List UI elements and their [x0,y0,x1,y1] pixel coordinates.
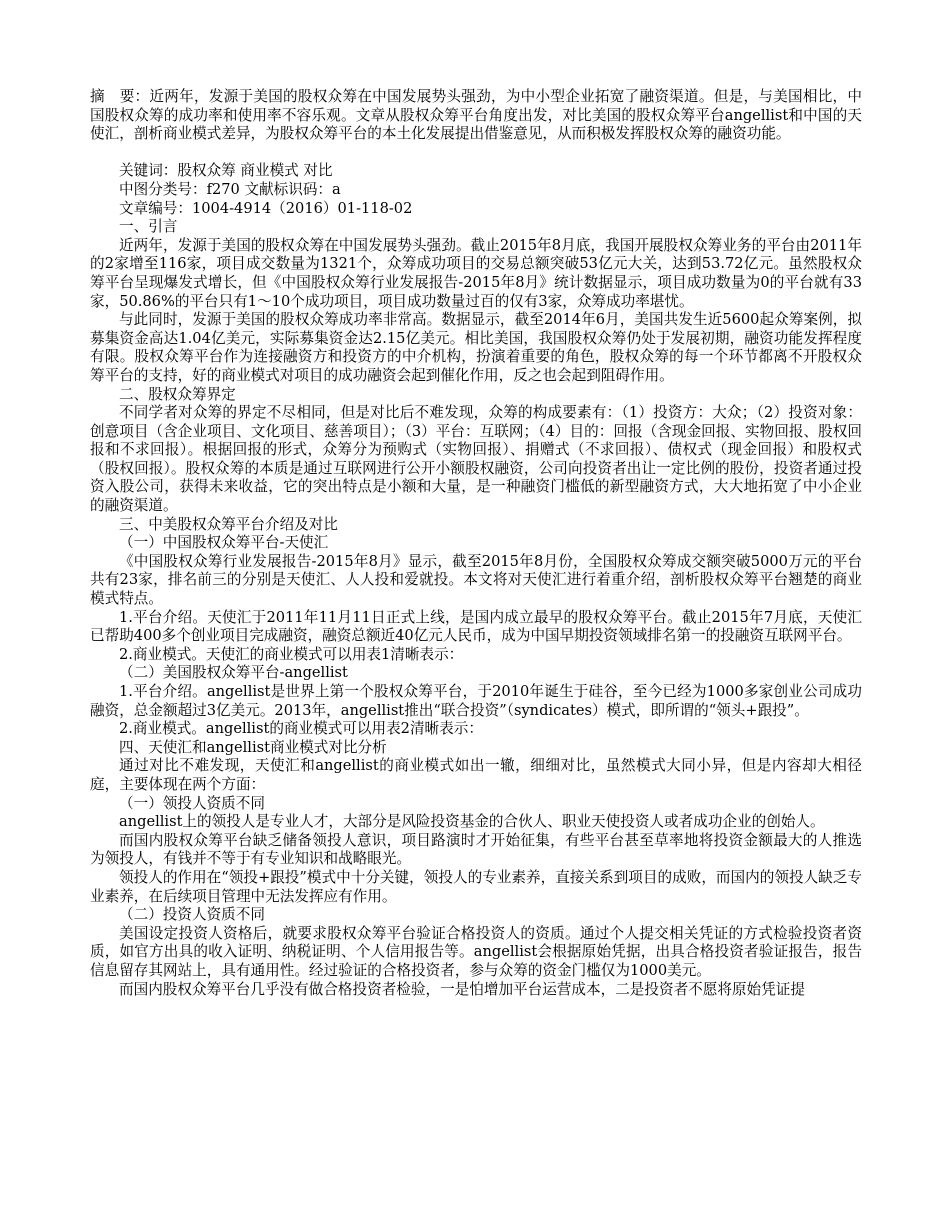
article-number: 文章编号：1004-4914（2016）01-118-02 [119,199,413,217]
classification-number: 中图分类号：f270 文献标识码：a [119,180,341,198]
subsection-heading: （二）投资人资质不同 [119,906,265,924]
subsection-heading: （二）美国股权众筹平台-angellist [119,664,348,682]
paragraph: 不同学者对众筹的界定不尽相同，但是对比后不难发现，众筹的构成要素有：（1）投资方：大众；（2）投资对象：创意项目（含企业项目、文化项目、慈善项目）；（3）平台：互联网；（4）目的：回报（含现金回报、实物回报、股权回报和不求回报）。根据回报的形式，众筹分为预购式（实物回报）、捐赠式（不求回报）、债权式（现金回报）和股权式（股权回报）。股权众筹的本质是通过互联网进行公开小额股权融资，公司向投资者出让一定比例的股份，投资者通过投资入股公司，获得未来收益，它的突出特点是小额和大量，是一种融资门槛低的新型融资方式，大大地拓宽了中小企业的融资渠道。 [90,404,862,515]
section-heading-3: 三、中美股权众筹平台介绍及对比 [119,515,338,533]
paragraph: 1.平台介绍。angellist是世界上第一个股权众筹平台，于2010年诞生于硅谷，至今已经为1000多家创业公司成功融资，总金额超过3亿美元。2013年，angellist推出“联合投资”（syndicates）模式，即所谓的“领头+跟投”。 [90,683,862,719]
spacer [90,144,862,163]
paragraph: 而国内股权众筹平台几乎没有做合格投资者检验，一是怕增加平台运营成本，二是投资者不愿将原始凭证提 [119,980,805,998]
paragraph: 领投人的作用在“领投+跟投”模式中十分关键，领投人的专业素养，直接关系到项目的成败，而国内的领投人缺乏专业素养，在后续项目管理中无法发挥应有作用。 [90,868,862,905]
paragraph: angellist上的领投人是专业人才，大部分是风险投资基金的合伙人、职业天使投资人或者成功企业的创始人。 [119,813,825,831]
paragraph: 1.平台介绍。天使汇于2011年11月11日正式上线，是国内成立最早的股权众筹平台。截止2015年7月底，天使汇已帮助400多个创业项目完成融资，融资总额近40亿元人民币，成为中国早期投资领域排名第一的投融资互联网平台。 [90,608,862,645]
paragraph: 《中国股权众筹行业发展报告-2015年8月》显示，截至2015年8月份，全国股权众筹成交额突破5000万元的平台共有23家，排名前三的分别是天使汇、人人投和爱就投。本文将对天使汇进行着重介绍，剖析股权众筹平台翘楚的商业模式特点。 [90,552,862,608]
paragraph: 美国设定投资人资格后，就要求股权众筹平台验证合格投资人的资质。通过个人提交相关凭证的方式检验投资者资质，如官方出具的收入证明、纳税证明、个人信用报告等。angellist会根据原始凭据，出具合格投资者验证报告，报告信息留存其网站上，具有通用性。经过验证的合格投资者，参与众筹的资金门槛仅为1000美元。 [90,924,862,979]
paragraph: 与此同时，发源于美国的股权众筹成功率非常高。数据显示，截至2014年6月，美国共发生近5600起众筹案例，拟募集资金高达1.04亿美元，实际募集资金达2.15亿美元。相比美国，我国股权众筹仍处于发展初期，融资功能发挥程度有限。股权众筹平台作为连接融资方和投资方的中介机构，扮演着重要的角色，股权众筹的每一个环节都离不开股权众筹平台的支持，好的商业模式对项目的成功融资会起到催化作用，反之也会起到阻碍作用。 [90,311,862,384]
subsection-heading: （一）领投人资质不同 [119,794,265,812]
section-heading-4: 四、天使汇和angellist商业模式对比分析 [119,738,387,756]
paragraph: 2.商业模式。angellist的商业模式可以用表2清晰表示： [119,720,483,738]
subsection-heading: （一）中国股权众筹平台-天使汇 [119,534,329,552]
paragraph: 而国内股权众筹平台缺乏储备领投人意识，项目路演时才开始征集，有些平台甚至草率地将投资金额最大的人推选为领投人，有钱并不等于有专业知识和战略眼光。 [90,831,862,868]
paragraph: 通过对比不难发现，天使汇和angellist的商业模式如出一辙，细细对比，虽然模式大同小异，但是内容却大相径庭，主要体现在两个方面： [90,757,862,793]
paragraph: 近两年，发源于美国的股权众筹在中国发展势头强劲。截止2015年8月底，我国开展股权众筹业务的平台由2011年的2家增至116家，项目成交数量为1321个，众筹成功项目的交易总额突破53亿元大关，达到53.72亿元。虽然股权众筹平台呈现爆发式增长，但《中国股权众筹行业发展报告-2015年8月》统计数据显示，项目成功数量为0的平台就有33家，50.86%的平台只有1～10个成功项目，项目成功数量过百的仅有3家，众筹成功率堪忧。 [90,236,862,310]
section-heading-1: 一、引言 [119,218,178,236]
abstract: 摘 要：近两年，发源于美国的股权众筹在中国发展势头强劲，为中小型企业拓宽了融资渠道。但是，与美国相比，中国股权众筹的成功率和使用率不容乐观。文章从股权众筹平台角度出发，对比美国的股权众筹平台angellist和中国的天使汇，剖析商业模式差异，为股权众筹平台的本土化发展提出借鉴意见，从而积极发挥股权众筹的融资功能。 [90,88,862,143]
paragraph: 2.商业模式。天使汇的商业模式可以用表1清晰表示： [119,645,464,663]
document-page [90,88,862,999]
section-heading-2: 二、股权众筹界定 [119,385,236,403]
keywords: 关键词：股权众筹 商业模式 对比 [119,162,333,180]
